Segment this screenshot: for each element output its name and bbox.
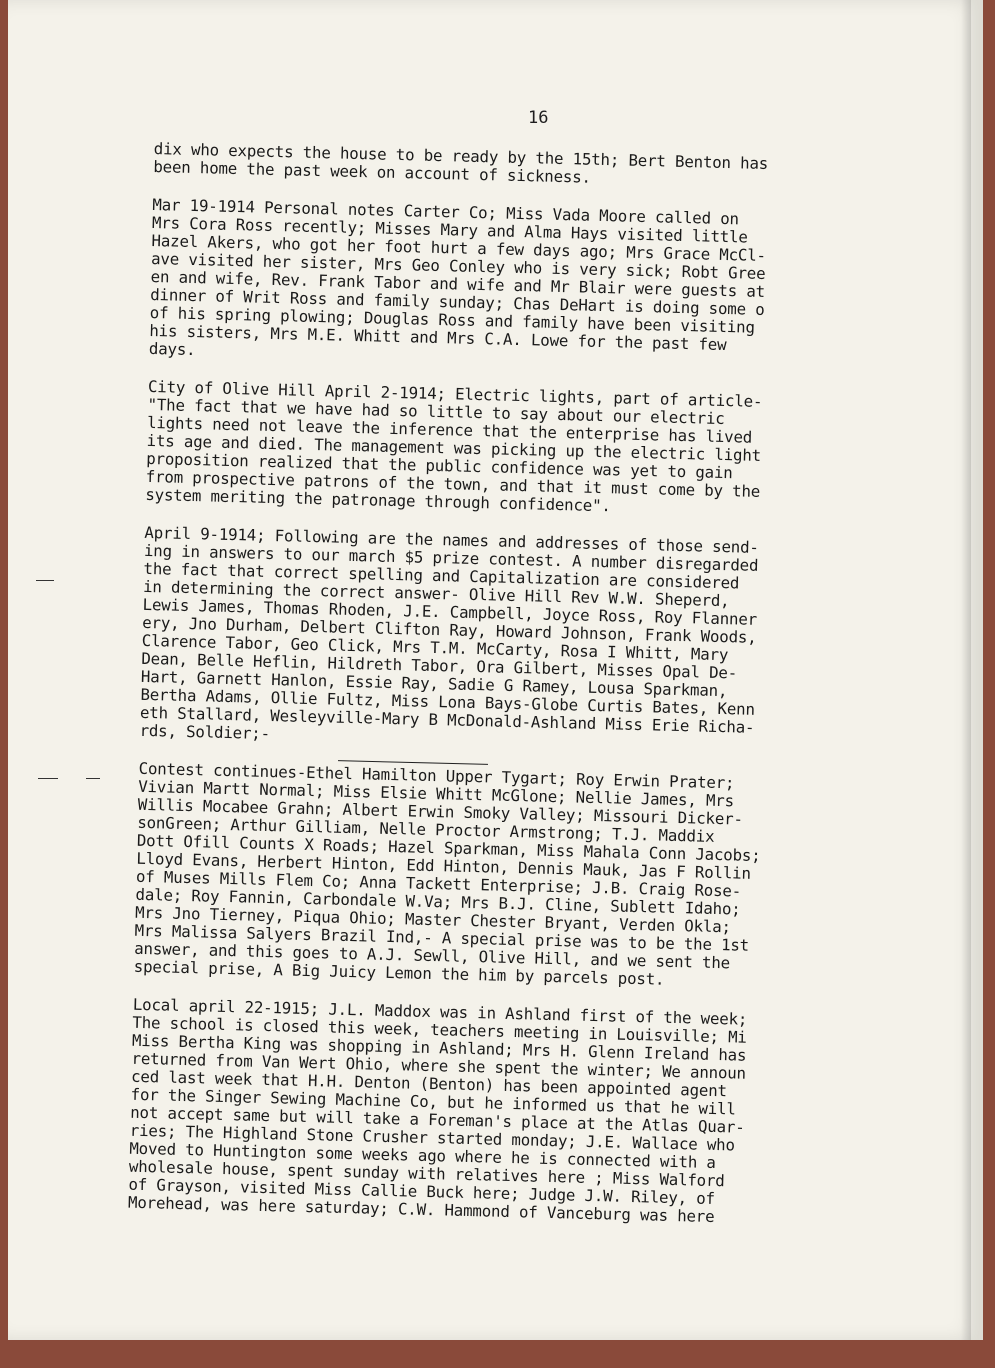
margin-mark — [38, 778, 58, 779]
paragraph-local-april-22: Local april 22-1915; J.L. Maddox was in Ashland first of the week; The school is closed this week, teachers meeting in Louisville; Mi Miss Bertha King was shopping in Ashland; Mrs H. Glenn Ireland has returned from Van Wert Ohio, where she spent the winter; We announ ced last week that H.H. Denton (Benton) has been appointed agent for the Singer Sewing Machine Co, but he informed us that he will not accept same but will take a Foreman's place at the Atlas Quar- ries; The Highland Stone Crusher started monday; J.E. Wallace who Moved to Huntington some weeks ago where he is connected with a wholesale house, spent sunday with relatives here ; Miss Walford of Grayson, visited Miss Callie Buck here; Judge J.W. Riley, of Morehead, was here saturday; C.W. Hammond of Vanceburg was here — [127, 994, 748, 1227]
page-number: 16 — [528, 108, 549, 128]
page-edge-shadow — [961, 0, 971, 1340]
paragraph-personal-notes-mar-19: Mar 19-1914 Personal notes Carter Co; Miss Vada Moore called on Mrs Cora Ross recently; Misses Mary and Alma Hays visited little Hazel Akers, who got her foot hurt a few days ago; Mrs Grace McCl- ave visited her sister, Mrs Geo Conley who is very sick; Robt Gree en and wife, Rev. Frank Tabor and wife and Mr Blair were guests at dinner of Writ Ross and family sunday; Chas DeHart is doing some o of his spring plowing; Douglas Ross and family have been visiting his sisters, Mrs M.E. Whitt and Mrs C.A. Lowe for the past few days. — [148, 194, 767, 360]
margin-mark — [86, 778, 100, 779]
document-page — [8, 0, 983, 1340]
paragraph-house-ready: dix who expects the house to be ready by the 15th; Bert Benton has been home the past week on account of sickness. — [153, 139, 769, 187]
paragraph-electric-lights: City of Olive Hill April 2-1914; Electric lights, part of article- "The fact that we have had so little to say about our electric lights need not leave the inference that the enterprise has lived its age and died. The management was picking up the electric light proposition realized that the public confidence was yet to gain from prospective patrons of the town, and that it must come by the system meriting the patronage through confidence". — [145, 376, 763, 516]
margin-mark — [36, 580, 54, 581]
paragraph-prize-contest: April 9-1914; Following are the names and addresses of those send- ing in answers to our march $5 prize contest. A number disregarded the fact that correct spelling and Capitalization are considered in determining the correct answer- Olive Hill Rev W.W. Sheperd, Lewis James, Thomas Rhoden, J.E. Campbell, Joyce Ross, Roy Flanner ery, Jno Durham, Delbert Clifton Ray, Howard Johnson, Frank Woods, Clarence Tabor, Geo Click, Mrs T.M. McCarty, Rosa I Whitt, Mary Dean, Belle Heflin, Hildreth Tabor, Ora Gilbert, Misses Opal De- Hart, Garnett Hanlon, Essie Ray, Sadie G Ramey, Lousa Sparkman, Bertha Adams, Ollie Fultz, Miss Lona Bays-Globe Curtis Bates, Kenn eth Stallard, Wesleyville-Mary B McDonald-Ashland Miss Erie Richa- rds, Soldier;- — [139, 522, 759, 744]
paragraph-contest-continues: Contest continues-Ethel Hamilton Upper Tygart; Roy Erwin Prater; Vivian Martt Normal; Miss Elsie Whitt McGlone; Nellie James, Mrs Willis Mocabee Grahn; Albert Erwin Smoky Valley; Missouri Dicker- sonGreen; Arthur Gilliam, Nelle Proctor Armstrong; T.J. Maddix Dott Ofill Counts X Roads; Hazel Sparkman, Miss Mahala Conn Jacobs; Lloyd Evans, Herbert Hinton, Edd Hinton, Dennis Mauk, Jas F Rollin of Muses Mills Flem Co; Anna Tackett Enterprise; J.B. Craig Rose- dale; Roy Fannin, Carbondale W.Va; Mrs B.J. Cline, Sublett Idaho; Mrs Jno Tierney, Piqua Ohio; Master Chester Bryant, Verden Okla; Mrs Malissa Salyers Brazil Ind,- A special prise was to be the 1st answer, and this goes to A.J. Sewll, Olive Hill, and we sent the special prise, A Big Juicy Lemon the him by parcels post. — [133, 758, 761, 989]
body-text — [127, 140, 943, 1251]
